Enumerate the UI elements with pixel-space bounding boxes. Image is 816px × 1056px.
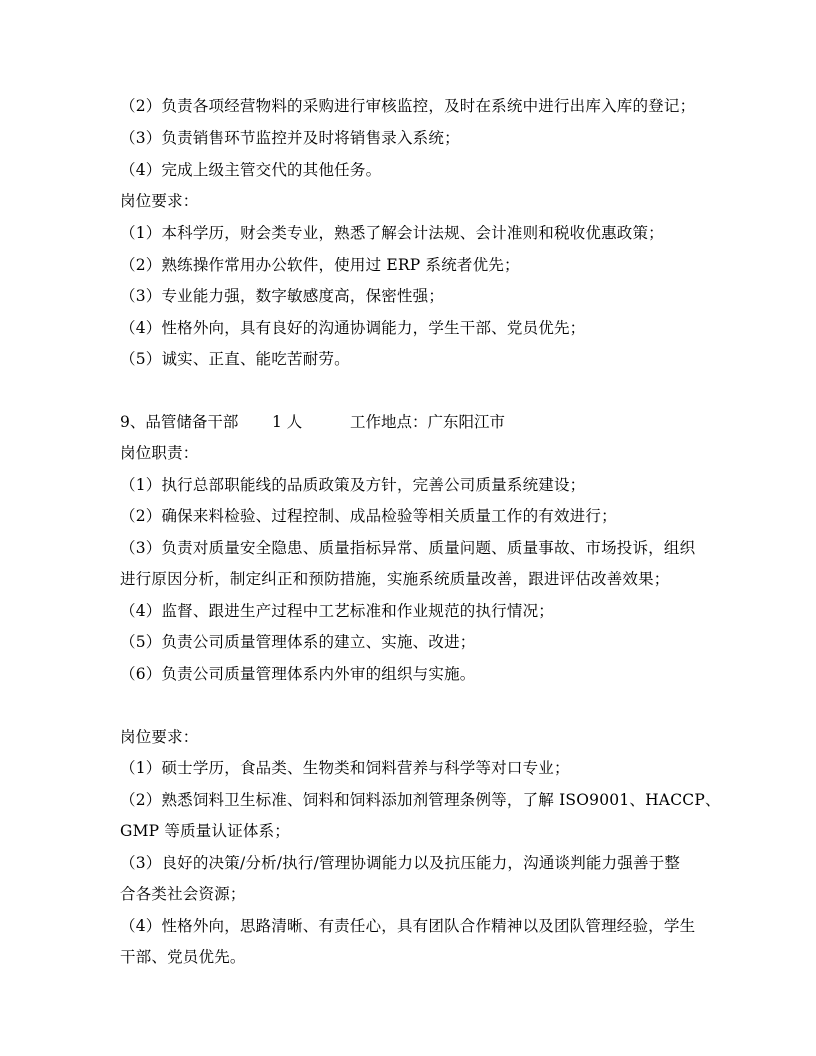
job-location: 工作地点：广东阳江市 [350, 413, 506, 431]
job-requirement-line-4: （4）性格外向，思路清晰、有责任心，具有团队合作精神以及团队管理经验，学生 [120, 917, 696, 935]
job-requirement-line-3: （3）良好的决策/分析/执行/管理协调能力以及抗压能力，沟通谈判能力强善于整 [120, 854, 681, 872]
job-duty-line-6: （6）负责公司质量管理体系内外审的组织与实施。 [120, 665, 476, 683]
job-title-row [120, 412, 680, 432]
job-duty-line-1: （1）执行总部职能线的品质政策及方针，完善公司质量系统建设； [120, 476, 586, 494]
job-headcount: 1 人 [272, 413, 303, 431]
job-requirement-line-2: （2）熟悉饲料卫生标准、饲料和饲料添加剂管理条例等，了解 ISO9001、HACCP、 [120, 791, 721, 809]
duty-line-3: （3）负责销售环节监控并及时将销售录入系统； [120, 129, 460, 147]
job-requirement-line-4-cont: 干部、党员优先。 [120, 948, 246, 966]
job-duty-line-3-cont: 进行原因分析，制定纠正和预防措施，实施系统质量改善，跟进评估改善效果； [120, 570, 670, 588]
duty-line-2: （2）负责各项经营物料的采购进行审核监控，及时在系统中进行出库入库的登记； [120, 97, 696, 115]
duty-line-4: （4）完成上级主管交代的其他任务。 [120, 161, 382, 179]
job-duty-line-5: （5）负责公司质量管理体系的建立、实施、改进； [120, 633, 476, 651]
job-requirement-line-1: （1）硕士学历，食品类、生物类和饲料营养与科学等对口专业； [120, 759, 570, 777]
job-requirements-heading: 岗位要求： [120, 728, 199, 746]
job-duties-heading: 岗位职责： [120, 444, 199, 462]
job-title: 9、品管储备干部 [120, 413, 239, 431]
requirements-heading: 岗位要求： [120, 192, 199, 210]
job-requirement-line-3-cont: 合各类社会资源； [120, 885, 246, 903]
job-duty-line-2: （2）确保来料检验、过程控制、成品检验等相关质量工作的有效进行； [120, 507, 617, 525]
requirement-line-4: （4）性格外向，具有良好的沟通协调能力，学生干部、党员优先； [120, 319, 586, 337]
job-duty-line-4: （4）监督、跟进生产过程中工艺标准和作业规范的执行情况； [120, 602, 554, 620]
job-requirement-line-2-cont: GMP 等质量认证体系； [120, 822, 291, 840]
requirement-line-5: （5）诚实、正直、能吃苦耐劳。 [120, 350, 350, 368]
requirement-line-1: （1）本科学历，财会类专业，熟悉了解会计法规、会计准则和税收优惠政策； [120, 224, 664, 242]
requirement-line-3: （3）专业能力强，数字敏感度高，保密性强； [120, 287, 445, 305]
job-duty-line-3: （3）负责对质量安全隐患、质量指标异常、质量问题、质量事故、市场投诉，组织 [120, 539, 696, 557]
requirement-line-2: （2）熟练操作常用办公软件，使用过 ERP 系统者优先； [120, 256, 520, 274]
